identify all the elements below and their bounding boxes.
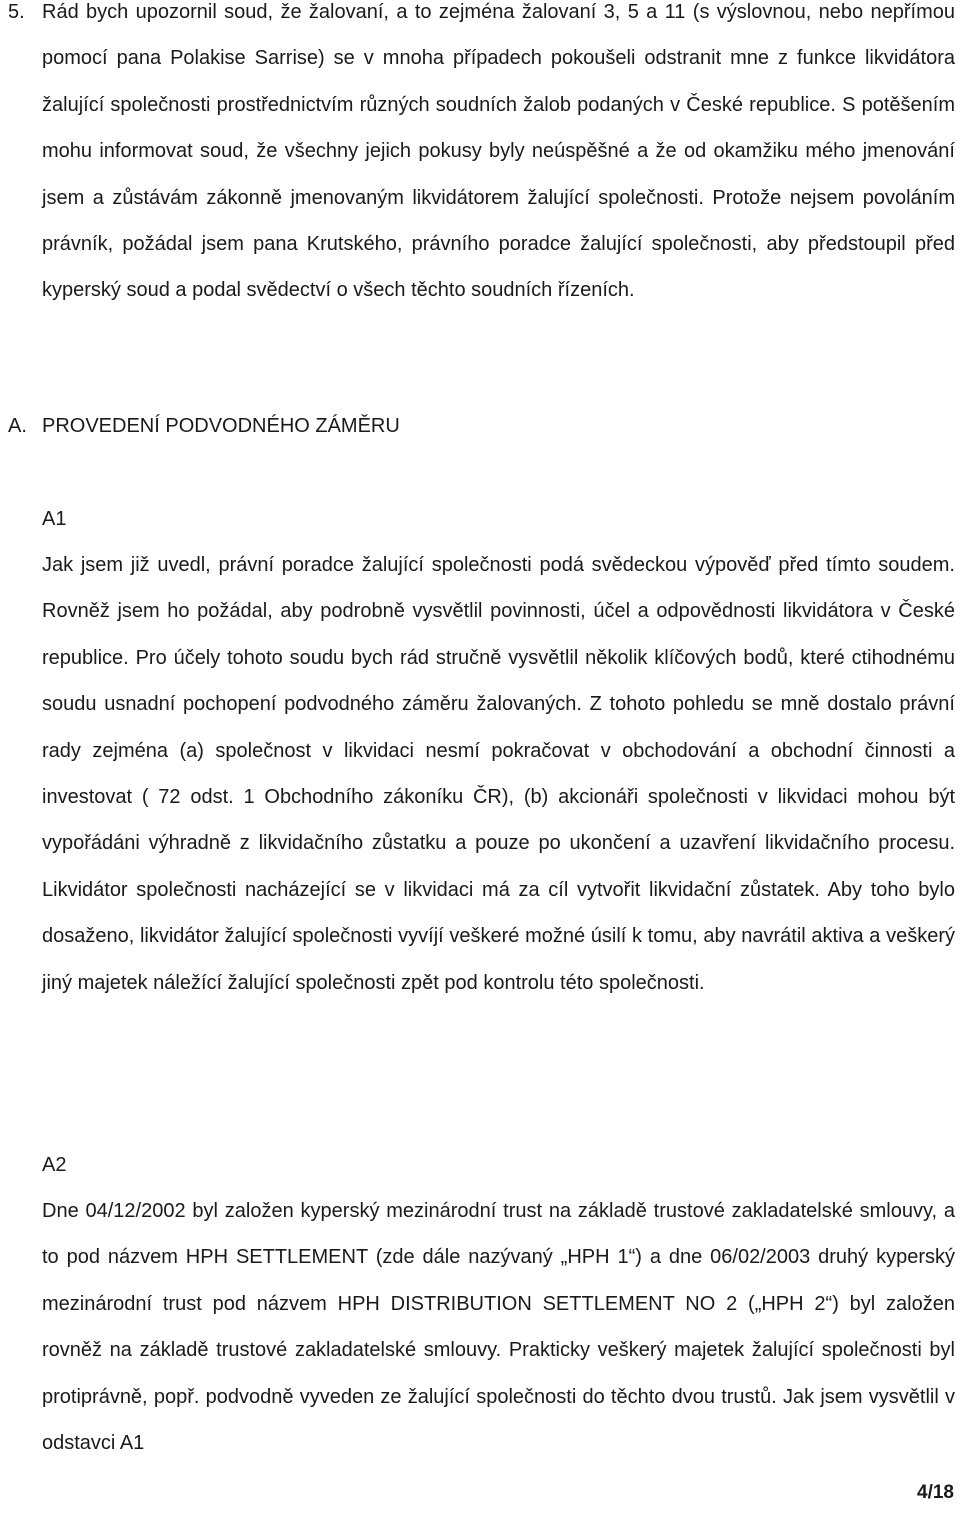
section-number: A. xyxy=(8,415,27,437)
page-number: 4/18 xyxy=(917,1482,954,1503)
subsection-label-a2: A2 xyxy=(42,1154,67,1176)
paragraph-a2 xyxy=(42,1188,955,1466)
section-heading xyxy=(8,403,400,449)
paragraph-text: Rád bych upozornil soud, že žalovaní, a to zejména žalovaní 3, 5 a 11 (s výslovnou, nebo nepřímou pomocí pana Polakise Sarrise) se v mnoha případech pokoušeli odstranit mne z funkce likvidátora žalující společnosti prostřednictvím různých soudních žalob podaných v České republice. S potěšením mohu informovat soud, že všechny jejich pokusy byly neúspěšné a že od okamžiku mého jmenování jsem a zůstávám zákonně jmenovaným likvidátorem žalující společnosti. Protože nejsem povoláním právník, požádal jsem pana Krutského, právního poradce žalující společnosti, aby předstoupil před kyperský soud a podal svědectví o všech těchto soudních řízeních. xyxy=(42,1,955,302)
paragraph-a1 xyxy=(42,542,955,1006)
paragraph-number: 5. xyxy=(8,1,25,23)
paragraph-text: Jak jsem již uvedl, právní poradce žalující společnosti podá svědeckou výpověď před tímto soudem. Rovněž jsem ho požádal, aby podrobně vysvětlil povinnosti, účel a odpovědnosti likvidátora v České republice. Pro účely tohoto soudu bych rád stručně vysvětlil několik klíčových bodů, které ctihodnému soudu usnadní pochopení podvodného záměru žalovaných. Z tohoto pohledu se mně dostalo právní rady zejména (a) společnost v likvidaci nesmí pokračovat v obchodování a obchodní činnosti a investovat ( 72 odst. 1 Obchodního zákoníku ČR), (b) akcionáři společnosti v likvidaci mohou být vypořádáni výhradně z likvidačního zůstatku a pouze po ukončení a uzavření likvidačního procesu. Likvidátor společnosti nacházející se v likvidaci má za cíl vytvořit likvidační zůstatek. Aby toho bylo dosaženo, likvidátor žalující společnosti vyvíjí veškeré možné úsilí k tomu, aby navrátil aktiva a veškerý jiný majetek náležící žalující společnosti zpět pod kontrolu této společnosti. xyxy=(42,554,955,994)
section-title: PROVEDENÍ PODVODNÉHO ZÁMĚRU xyxy=(42,415,400,437)
subsection-label-a1: A1 xyxy=(42,508,67,530)
paragraph-text: Dne 04/12/2002 byl založen kyperský mezinárodní trust na základě trustové zakladatelské smlouvy, a to pod názvem HPH SETTLEMENT (zde dále nazývaný „HPH 1“) a dne 06/02/2003 druhý kyperský mezinárodní trust pod názvem HPH DISTRIBUTION SETTLEMENT NO 2 („HPH 2“) byl založen rovněž na základě trustové zakladatelské smlouvy. Prakticky veškerý majetek žalující společnosti byl protiprávně, popř. podvodně vyveden ze žalující společnosti do těchto dvou trustů. Jak jsem vysvětlil v odstavci A1 xyxy=(42,1200,955,1455)
paragraph-5 xyxy=(8,0,955,314)
